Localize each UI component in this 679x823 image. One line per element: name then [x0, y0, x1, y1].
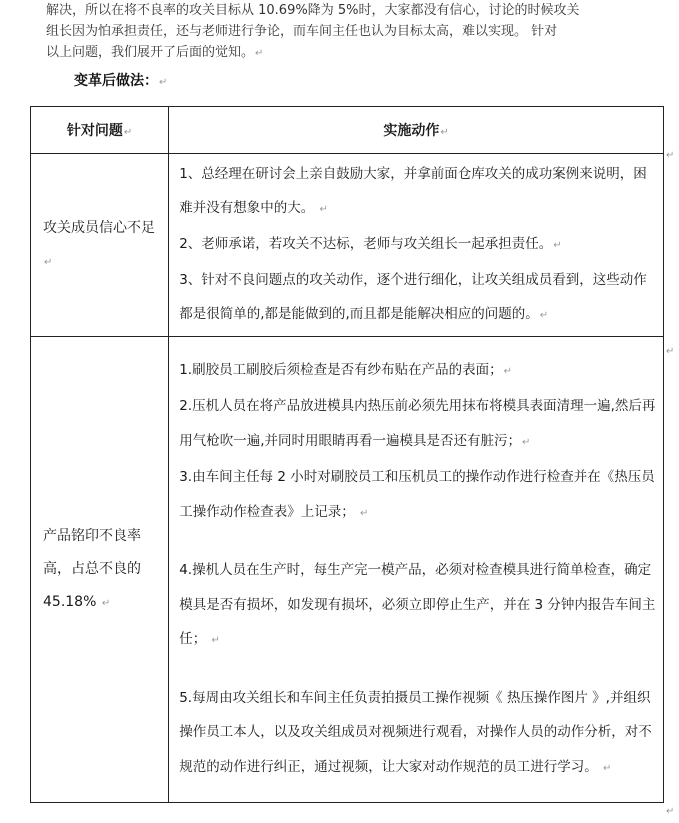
paragraph-mark: ↵: [440, 127, 449, 138]
action-item: 2、老师承诺，若攻关不达标，老师与攻关组长一起承担责任。↵: [179, 236, 562, 252]
action-cell: [169, 154, 664, 337]
spacer: [179, 659, 657, 681]
paragraph-mark: ↵: [666, 346, 675, 357]
table-row: [31, 154, 664, 337]
paragraph-mark: ↵: [539, 310, 549, 321]
spacer: [179, 531, 657, 553]
action-cell: [169, 337, 664, 803]
paragraph-mark: ↵: [255, 48, 264, 59]
intro-line: 解决，所以在将不良率的攻关目标从 10.69%降为 5%时，大家都没有信心，讨论的时候攻关: [46, 3, 580, 18]
intro-paragraph: [46, 0, 666, 64]
paragraph-mark: ↵: [319, 204, 328, 215]
action-item: 5.每周由攻关组长和车间主任负责拍摄员工操作视频《 热压操作图片 》,并组织操作员工本人，以及攻关组成员对视频进行观看，对操作人员的动作分析，对不规范的动作进行纠正，通过视频，让大家对动作规范的员工进行学习。 ↵: [179, 689, 652, 775]
intro-line: 以上问题，我们展开了后面的觉知。↵: [46, 45, 264, 60]
paragraph-mark: ↵: [159, 77, 168, 88]
paragraph-mark: ↵: [666, 806, 675, 817]
paragraph-mark: ↵: [101, 597, 111, 609]
issue-cell: 攻关成员信心不足 ↵: [31, 154, 169, 337]
table-header-row: [31, 107, 664, 154]
paragraph-mark: ↵: [123, 127, 133, 138]
intro-line: 组长因为怕承担责任，还与老师进行争论，而车间主任也认为目标太高，难以实现。 针对: [46, 24, 558, 39]
paragraph-mark: ↵: [211, 635, 220, 647]
actions-table: [30, 106, 664, 803]
action-item: 1.刷胶员工刷胶后须检查是否有纱布贴在产品的表面；↵: [179, 361, 512, 378]
section-heading: 变革后做法：↵: [74, 73, 168, 89]
issue-cell: 产品铭印不良率高，占总不良的 45.18% ↵: [31, 337, 169, 803]
action-item: 4.操机人员在生产时，每生产完一模产品，必须对检查模具进行简单检查，确定模具是否有损坏，如发现有损坏，必须立即停止生产，并在 3 分钟内报告车间主任； ↵: [179, 562, 656, 648]
action-item: 2.压机人员在将产品放进模具内热压前必须先用抹布将模具表面清理一遍,然后再用气枪吹一遍,并同时用眼睛再看一遍模具是否还有脏污；↵: [179, 398, 656, 449]
paragraph-mark: ↵: [360, 507, 369, 519]
table-row: [31, 337, 664, 803]
action-item: 1、总经理在研讨会上亲自鼓励大家，并拿前面仓库攻关的成功案例来说明，困难并没有想象中的大。 ↵: [179, 166, 647, 216]
paragraph-mark: ↵: [44, 256, 53, 268]
header-cell-issue: 针对问题↵: [31, 107, 169, 154]
header-cell-action: 实施动作↵: [169, 107, 664, 154]
paragraph-mark: ↵: [603, 762, 612, 774]
action-item: 3.由车间主任每 2 小时对刷胶员工和压机员工的操作动作进行检查并在《热压员工操作动作检查表》上记录； ↵: [179, 469, 655, 520]
paragraph-mark: ↵: [666, 150, 675, 161]
paragraph-mark: ↵: [503, 365, 512, 377]
action-item: 3、针对不良问题点的攻关动作，逐个进行细化，让攻关组成员看到，这些动作都是很简单的,都是能做到的,而且都是能解决相应的问题的。↵: [179, 272, 647, 322]
paragraph-mark: ↵: [553, 240, 562, 251]
paragraph-mark: ↵: [522, 436, 531, 448]
